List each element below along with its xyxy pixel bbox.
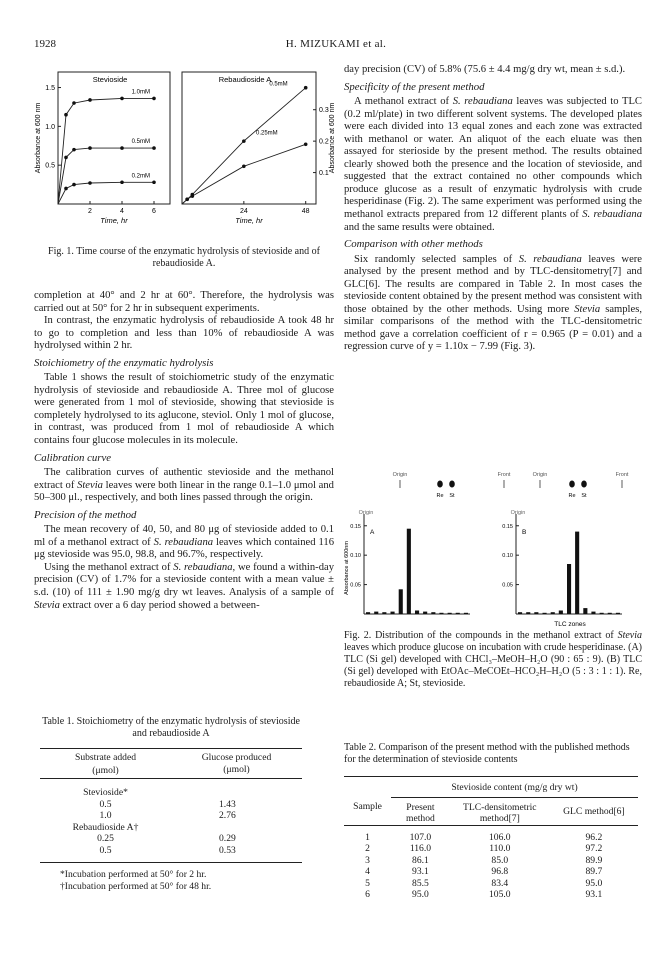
data-point	[72, 148, 76, 152]
bar	[567, 564, 571, 614]
bar	[439, 613, 443, 614]
y-tick-label: 0.05	[502, 582, 513, 589]
chart-title: Rebaudioside A	[218, 75, 272, 84]
table-row: 4 93.1 96.8 89.7	[365, 866, 603, 877]
table-row: 5 85.5 83.4 95.0	[365, 877, 603, 889]
panel-label: B	[522, 528, 527, 536]
origin-label: Origin	[358, 510, 374, 516]
data-point	[120, 146, 124, 150]
data-point	[152, 180, 156, 184]
x-tick-label: 4	[120, 208, 124, 215]
bar	[391, 612, 395, 614]
table1-header: Substrate added	[74, 752, 136, 763]
bar	[616, 613, 620, 614]
table2-grid	[344, 782, 638, 825]
bar	[526, 612, 530, 614]
data-point	[152, 146, 156, 150]
bar	[608, 613, 612, 614]
y-tick-label: 0.15	[502, 523, 513, 530]
data-point	[64, 187, 68, 191]
x-axis-label: Time, hr	[235, 216, 263, 225]
bar	[551, 612, 555, 614]
page-number: 1928	[34, 38, 56, 50]
x-tick-label: 6	[152, 208, 156, 215]
paragraph: Six randomly selected samples of S. rebaudiana leaves were analysed by the present method and by TLC-densitometry[7] and GLC[6]. The results are compared in Table 2. In most cases the stevioside content obtained by the present method was consistent with those obtained by the other methods. Using more Stevia samples, similar comparisons of the method with the TLC-densitometric method gave a correlation coefficient of r = 0.965 (P = 0.01) and a regression curve of y = 1.10x − 7.99 (Fig. 3).	[344, 253, 643, 353]
paragraph: A methanol extract of S. rebaudiana leaves was subjected to TLC (0.2 ml/plate) in two different solvent systems. The developed plates were each divided into 13 equal zones and each zone was extracted with methanol or water. An aliquot of the each eluate was then assayed for sterioside by the present method. The results obtained clearly showed both the presence and the location of stevioside, and suggested that the extract contained no other compounds which produce glucose as a result of enzymatic hydrolysis with crude hesperidinase (Fig. 2). The same experiment was performed using the methanol extracts prepared from 12 different plants of S. rebaudiana and the same results were obtained.	[344, 96, 642, 233]
x-axis-label: Time, hr	[100, 216, 128, 225]
bar	[366, 612, 370, 614]
y-axis-label: Absorbance at 600 nm	[35, 102, 42, 174]
tlc-spot	[449, 481, 455, 488]
data-point	[191, 194, 195, 198]
bar	[591, 612, 595, 614]
data-point	[120, 180, 124, 184]
data-point	[152, 97, 156, 101]
y-tick-label: 0.2	[319, 138, 329, 146]
table-row: 2 116.0 110.0 97.2	[365, 843, 603, 854]
tlc-spot	[437, 481, 443, 488]
bar	[448, 613, 452, 614]
paragraph: day precision (CV) of 5.8% (75.6 ± 4.4 mg/g dry wt, mean ± s.d.).	[344, 64, 626, 75]
series-label: 0.25mM	[256, 130, 278, 137]
fig1-chart	[32, 64, 342, 244]
table-row: 1 107.0 106.0 96.2	[365, 831, 603, 843]
bar	[534, 612, 538, 614]
bar	[583, 608, 587, 614]
paragraph: The mean recovery of 40, 50, and 80 μg of stevioside added to 0.1 ml of a methanol extract of S. rebaudiana leaves which contained 116 μg stevioside was 95.0, 98.8, and 96.7%, respectively.	[34, 524, 335, 561]
y-tick-label: 1.5	[45, 85, 55, 93]
table-row: 1.0 2.76	[99, 810, 236, 821]
table2-header: GLC method[6]	[563, 805, 625, 817]
table1-caption: Table 1. Stoichiometry of the enzymatic hydrolysis of stevioside and rebaudioside A	[42, 716, 300, 739]
section-heading: Stoichiometry of the enzymatic hydrolysis	[34, 356, 214, 369]
paragraph: The calibration curves of authentic stevioside and the methanol extract of Stevia leaves were both linear in the range 0.1–1.0 μmol and 50–300 μl., respectively, and both lines passed through the origin.	[34, 467, 334, 504]
series-label: 1.0mM	[131, 89, 150, 96]
bar	[382, 612, 386, 614]
data-point	[72, 183, 76, 187]
series-line	[182, 144, 306, 204]
bar	[407, 529, 411, 614]
right-text-column	[344, 64, 642, 354]
y-axis-label: Absorbance at 600 nm	[329, 102, 336, 174]
origin-label: Origin	[532, 472, 548, 478]
bar	[423, 612, 427, 614]
panel-label: A	[370, 528, 375, 536]
data-point	[242, 164, 246, 168]
y-axis-label: Absorbance at 600nm	[344, 541, 350, 595]
table1-footnote: †Incubation performed at 50° for 48 hr.	[60, 880, 212, 892]
bar	[600, 613, 604, 614]
data-point	[304, 86, 308, 90]
table-row: 0.25 0.29	[97, 833, 236, 844]
data-point	[242, 139, 246, 143]
paragraph: Using the methanol extract of S. rebaudiana, we found a within-day precision (CV) of 1.7% for a stevioside content with a mean value ± s.d. (10) of 111 ± 1.90 mg/g dry wt leaves. Analysis of a sample of Stevia extract over a 6 day period showed a between-	[34, 561, 334, 611]
bar	[575, 532, 579, 614]
data-point	[120, 97, 124, 101]
left-text-column	[34, 290, 334, 612]
chart-title: Stevioside	[92, 75, 128, 84]
tlc-plate-header	[340, 470, 642, 504]
paragraph: completion at 40° and 2 hr at 60°. Therefore, the hydrolysis was carried out at 50° for 2 hr in subsequent experiments.	[34, 290, 334, 314]
front-label: Front	[497, 472, 511, 478]
y-tick-label: 0.10	[350, 553, 361, 560]
st-label: St	[449, 493, 455, 499]
bar	[431, 612, 435, 614]
tlc-spot	[569, 481, 575, 488]
table1-group-label: Rebaudioside A†	[72, 821, 139, 833]
bar	[374, 612, 378, 614]
table-row: 0.5 0.53	[99, 844, 236, 856]
data-point	[72, 101, 76, 105]
section-heading: Calibration curve	[34, 451, 112, 464]
paragraph: Table 1 shows the result of stoichiometric study of the enzymatic hydrolysis of stevioside and rebaudioside A. Three mol of glucose were generated from 1 mol of stevioside, showing that stevioside is completely hydrolysed to its aglucone, steviol. Only 1 mol of glucose, in contrast, was produced from 1 mol of rebaudioside A which contains four glucose molecules in its molecule.	[34, 372, 334, 447]
table1-header-unit: (μmol)	[92, 765, 119, 776]
data-point	[185, 197, 189, 201]
table-row: 0.5 1.43	[99, 798, 236, 810]
bar	[415, 611, 419, 615]
paragraph: In contrast, the enzymatic hydrolysis of rebaudioside A took 48 hr to go to completion and less than 10% of rebaudioside A was hydrolysed within 2 hr.	[34, 315, 334, 352]
table1-grid	[40, 752, 302, 778]
origin-label: Origin	[392, 472, 408, 478]
y-tick-label: 0.5	[45, 162, 55, 170]
section-heading: Specificity of the present method	[344, 80, 485, 93]
data-point	[64, 113, 68, 117]
fig1-caption: Fig. 1. Time course of the enzymatic hydrolysis of stevioside and of rebaudioside A.	[48, 246, 320, 269]
y-tick-label: 0.3	[319, 107, 329, 115]
table1-header: Glucose produced	[201, 752, 272, 763]
table2-caption: Table 2. Comparison of the present method with the published methods for the determination of stevioside contents	[344, 742, 630, 765]
data-point	[64, 156, 68, 160]
series-line	[58, 182, 154, 204]
series-label: 0.2mM	[131, 173, 150, 180]
st-label: St	[581, 493, 587, 499]
table-row: 6 95.0 105.0 93.1	[365, 889, 603, 900]
bar	[543, 613, 547, 614]
re-label: Re	[436, 493, 444, 499]
bar	[456, 613, 460, 614]
y-tick-label: 0.15	[350, 523, 361, 530]
x-tick-label: 2	[88, 208, 92, 215]
series-label: 0.5mM	[269, 81, 288, 88]
tlc-spot	[581, 481, 587, 488]
y-tick-label: 0.1	[319, 170, 329, 178]
fig2-caption: Fig. 2. Distribution of the compounds in the methanol extract of Stevia leaves which produce glucose on incubation with crude hesperidinase. (A) TLC (Si gel) developed with CHCl₃–MeOH–H₂O (90 : 65 : 9). (B) TLC (Si gel) developed with EtOAc–MeCOEt–HCO₂H–H₂O (5 : 3 : 1 : 1). Re, rebaudioside A; St, stevioside.	[344, 630, 642, 689]
table2-header: Present method	[406, 801, 435, 824]
y-tick-label: 0.10	[502, 553, 513, 560]
table2-header: TLC-densitometric method[7]	[463, 801, 537, 824]
series-line	[182, 88, 306, 204]
section-heading: Precision of the method	[34, 508, 137, 521]
section-heading: Comparison with other methods	[344, 238, 483, 251]
bar	[518, 612, 522, 614]
bar	[399, 589, 403, 614]
table-row: 3 86.1 85.0 89.9	[365, 854, 603, 866]
bar	[464, 613, 468, 614]
running-title: H. MIZUKAMI et al.	[285, 38, 387, 50]
table2-header: Sample	[353, 801, 382, 812]
bar	[559, 611, 563, 615]
table1	[40, 716, 302, 892]
table1-group-label: Stevioside*	[83, 787, 128, 798]
origin-label: Origin	[510, 510, 526, 516]
table2-span-header: Stevioside content (mg/g dry wt)	[391, 782, 638, 797]
data-point	[88, 98, 92, 102]
x-tick-label: 24	[239, 208, 248, 215]
table1-header-unit: (μmol)	[223, 763, 250, 775]
table1-body	[40, 787, 302, 862]
data-point	[88, 146, 92, 150]
x-axis-label: TLC zones	[554, 621, 586, 628]
table2	[344, 742, 638, 901]
x-tick-label: 48	[301, 208, 310, 215]
y-tick-label: 1.0	[45, 123, 55, 131]
fig2-chart	[340, 508, 642, 630]
table2-body	[344, 832, 638, 901]
data-point	[88, 181, 92, 185]
front-label: Front	[615, 472, 629, 478]
re-label: Re	[568, 493, 576, 499]
table1-footnote: *Incubation performed at 50° for 2 hr.	[60, 869, 207, 880]
data-point	[304, 142, 308, 146]
series-label: 0.5mM	[131, 139, 150, 146]
y-tick-label: 0.05	[350, 582, 361, 589]
